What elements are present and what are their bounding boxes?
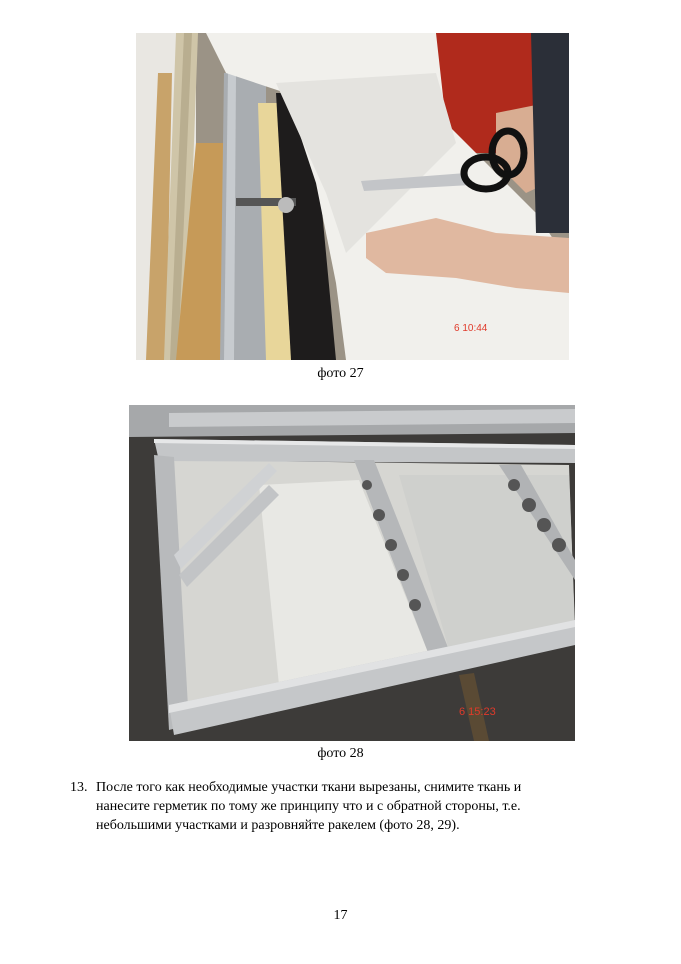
instruction-paragraph <box>70 778 630 835</box>
paragraph-line-3: небольшими участками и разровняйте ракелем (фото 28, 29). <box>96 818 460 833</box>
photo-27-image <box>136 33 569 360</box>
page-number: 17 <box>333 908 348 923</box>
photo-27-caption: фото 27 <box>317 366 364 381</box>
paragraph-number: 13. <box>70 780 88 795</box>
photo-28-caption: фото 28 <box>317 746 364 761</box>
photo-28-stamp: 6 15:23 <box>459 706 496 718</box>
paragraph-line-2: нанесите герметик по тому же принципу что и с обратной стороны, т.е. <box>96 799 521 814</box>
photo-28-image <box>129 405 575 741</box>
paragraph-line-1 <box>70 778 630 797</box>
photo-27-stamp: 6 10:44 <box>454 323 488 334</box>
photo-27 <box>136 33 569 360</box>
photo-28 <box>129 405 575 741</box>
paragraph-line-1-text: После того как необходимые участки ткани вырезаны, снимите ткань и <box>96 780 522 795</box>
